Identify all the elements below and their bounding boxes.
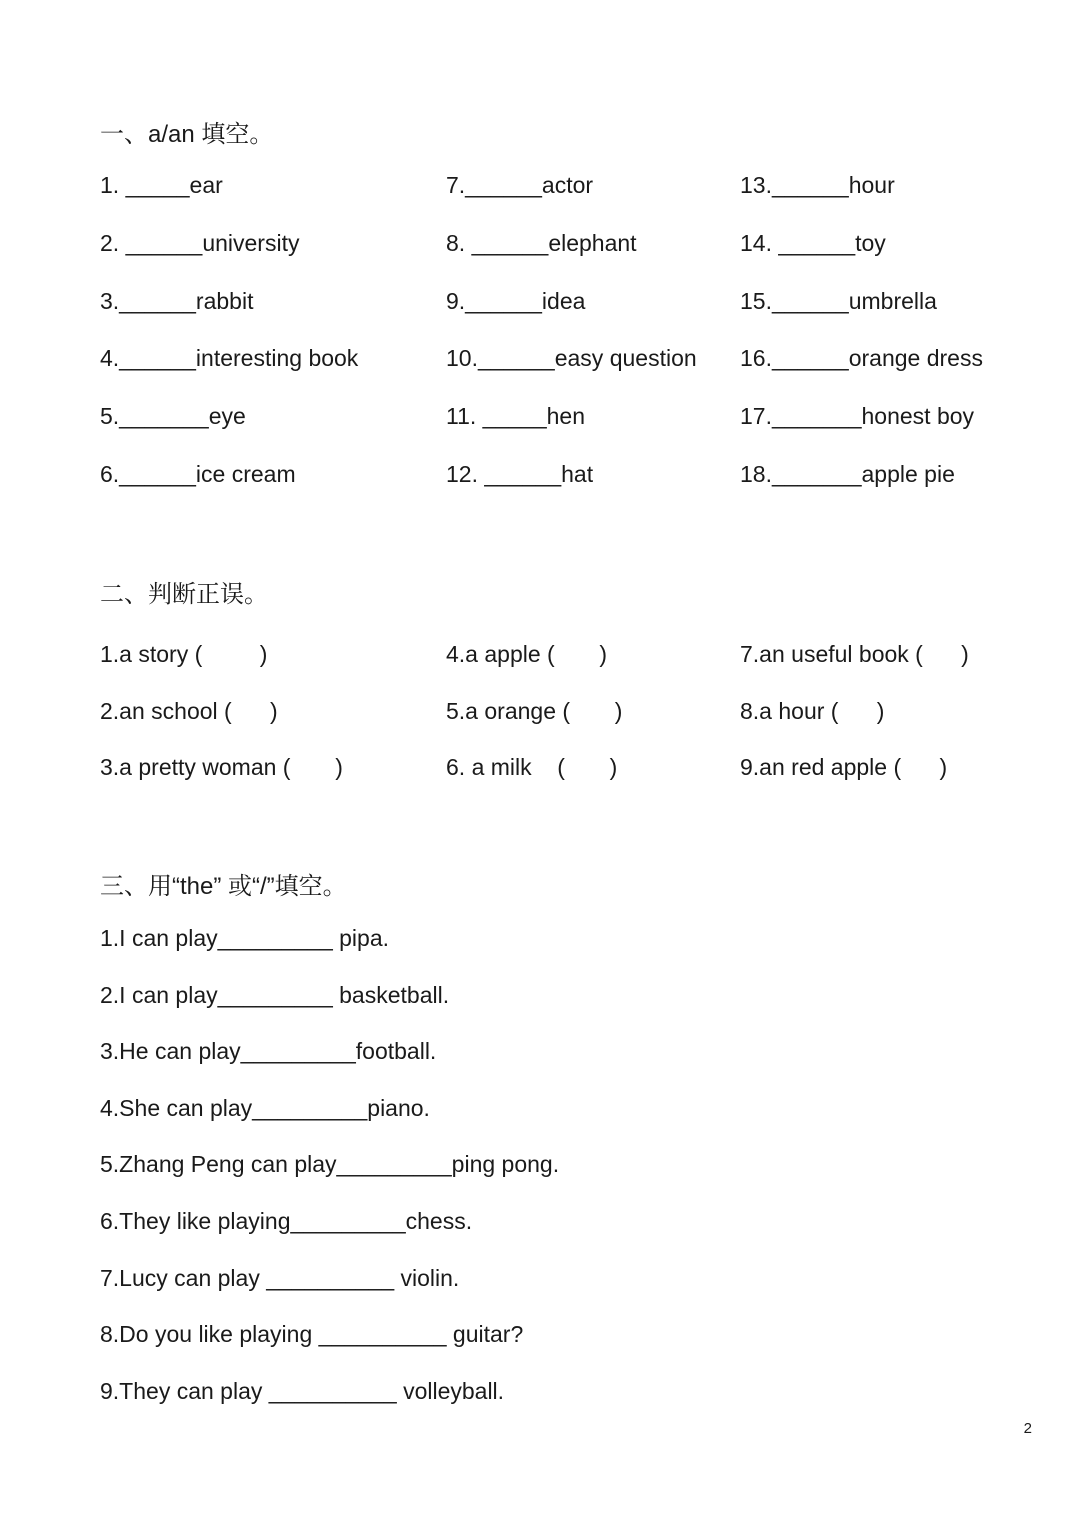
s1-item: 5._______eye — [100, 403, 246, 429]
s3-item: 8.Do you like playing __________ guitar? — [100, 1321, 524, 1347]
s3-item: 2.I can play_________ basketball. — [100, 982, 450, 1008]
s1-item: 7.______actor — [446, 172, 594, 198]
s1-item: 18._______apple pie — [740, 461, 955, 487]
s3-item: 3.He can play_________football. — [100, 1038, 437, 1064]
section1-heading: 一、a/an 填空。 — [100, 121, 274, 148]
s1-item: 17._______honest boy — [740, 403, 975, 429]
s1-item: 11. _____hen — [446, 403, 585, 429]
s3-item: 5.Zhang Peng can play_________ping pong. — [100, 1151, 560, 1177]
section2-heading: 二、判断正误。 — [100, 581, 268, 608]
s3-item: 6.They like playing_________chess. — [100, 1208, 473, 1234]
s1-item: 9.______idea — [446, 288, 586, 314]
s1-item: 8. ______elephant — [446, 230, 637, 256]
s3-item: 9.They can play __________ volleyball. — [100, 1378, 505, 1404]
s1-item: 1. _____ear — [100, 172, 223, 198]
s1-item: 13.______hour — [740, 172, 895, 198]
s3-item: 1.I can play_________ pipa. — [100, 925, 390, 951]
s1-item: 4.______interesting book — [100, 345, 359, 371]
s2-item: 1.a story ( ) — [100, 641, 268, 667]
s2-item: 5.a orange ( ) — [446, 698, 623, 724]
s3-item: 7.Lucy can play __________ violin. — [100, 1265, 460, 1291]
s2-item: 6. a milk ( ) — [446, 754, 618, 780]
s1-item: 15.______umbrella — [740, 288, 937, 314]
s2-item: 2.an school ( ) — [100, 698, 278, 724]
s2-item: 7.an useful book ( ) — [740, 641, 969, 667]
section3-heading: 三、用“the” 或“/”填空。 — [100, 873, 347, 900]
s1-item: 12. ______hat — [446, 461, 594, 487]
s2-item: 4.a apple ( ) — [446, 641, 608, 667]
s3-item: 4.She can play_________piano. — [100, 1095, 430, 1121]
s2-item: 8.a hour ( ) — [740, 698, 885, 724]
s1-item: 10.______easy question — [446, 345, 697, 371]
s1-item: 16.______orange dress — [740, 345, 983, 371]
s1-item: 3.______rabbit — [100, 288, 254, 314]
s2-item: 3.a pretty woman ( ) — [100, 754, 343, 780]
s1-item: 2. ______university — [100, 230, 300, 256]
s1-item: 14. ______toy — [740, 230, 886, 256]
s2-item: 9.an red apple ( ) — [740, 754, 948, 780]
page-number: 2 — [1023, 1420, 1032, 1437]
s1-item: 6.______ice cream — [100, 461, 296, 487]
